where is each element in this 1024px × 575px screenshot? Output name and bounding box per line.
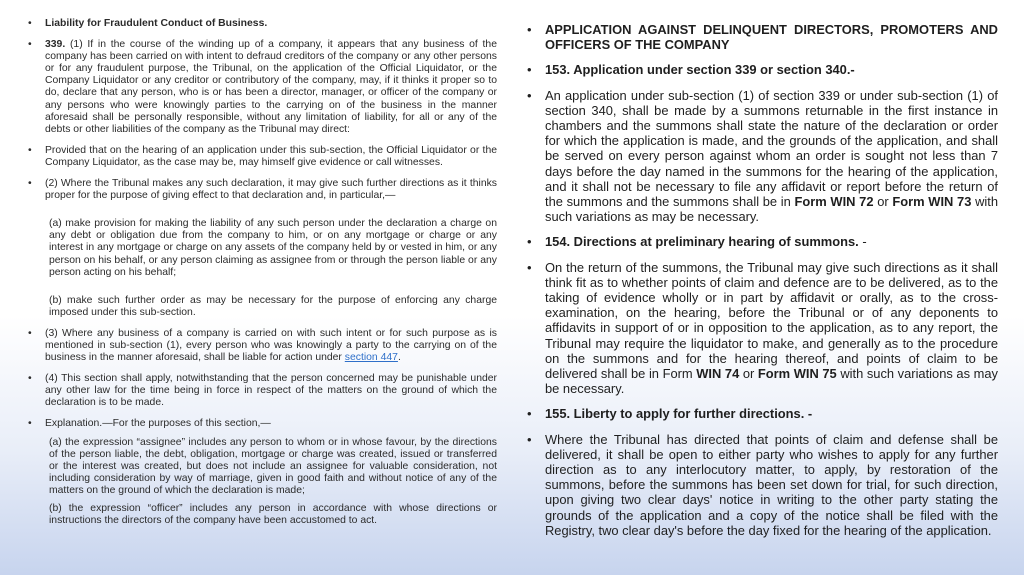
right-heading-item [527, 22, 998, 52]
proviso-item [28, 145, 497, 169]
subsection-4-text: (4) This section shall apply, notwithstanding that the person concerned may be punishable under any other law for the time being in force in respect of the matters on the ground of which the declaration is to be made. [45, 373, 497, 409]
rule-154-title: 154. Directions at preliminary hearing of summons. [545, 234, 859, 250]
explanation-a: (a) the expression “assignee” includes any person to whom or in whose favour, by the directions of the person liable, the debt, obligation, mortgage or charge was created, issued or transferred or the interest was created, but does not include an assignee for valuable consideration, not including consideration by way of marriage, given in good faith and without notice of any of the matters on the ground of which the declaration is made; [49, 436, 497, 496]
form-win-72: Form WIN 72 [794, 194, 874, 210]
rule-154-body [527, 260, 998, 397]
subsection-4-item [28, 373, 497, 409]
rule-155-text: Where the Tribunal has directed that points of claim and defense shall be delivered, it shall be open to either party who wishes to apply for any further direction as to any interlocutory matter, to apply, by restoration of the summons, before the summons has been set down for trial, for such direction, upon giving two clear days' notice in writing to the other party stating the grounds of the application and a copy of the notice shall be filed with the Registry, two clear day's before the day fixed for the hearing of the application. [545, 431, 998, 538]
rule-153-item [527, 62, 998, 77]
section-339-text: (1) If in the course of the winding up of a company, it appears that any business of the company has been carried on with intent to defraud creditors of the company or any other persons or for any fraudulent purpose, the Tribunal, on the application of the Official Liquidator, or the Company Liquidator or any creditor or contributory of the company, may, if it thinks it proper so to do, declare that any person, who is or has been a director, manager, or officer of the company or any persons who were knowingly parties to the carrying on of the business in the manner aforesaid shall be personally responsible, without any limitation of liability, for all or any of the debts or other liabilities of the company as the Tribunal may direct: [45, 39, 497, 135]
rule-155-title: 155. Liberty to apply for further directions. - [545, 406, 813, 422]
right-heading: APPLICATION AGAINST DELINQUENT DIRECTORS, PROMOTERS AND OFFICERS OF THE COMPANY [545, 22, 998, 53]
subsection-2-item [28, 178, 497, 202]
left-heading: Liability for Fraudulent Conduct of Business. [45, 18, 268, 29]
clause-a: (a) make provision for making the liability of any such person under the declaration a charge on any debt or obligation due from the company to him, or on any mortgage or charge or any interest in any mortgage or charge on any assets of the company held by or vested in him, or any person on his behalf, or any person claiming as assignee from or through the person liable or any person acting on his behalf; [49, 218, 497, 278]
subsection-3-end: . [397, 352, 401, 364]
rule-155-item [527, 406, 998, 421]
section-339-number: 339. [45, 39, 66, 51]
rule-154-dash: - [858, 234, 867, 250]
rule-153-text: An application under sub-section (1) of section 339 or under sub-section (1) of section 340, shall be made by a summons returnable in the first instance in chambers and the summons shall state the nature of the declaration or order for which the application is made, and the grounds of the application, and shall be served on every person against whom an order is sought not less than 7 days before the day named in the summons for the hearing of the application, and it shall not be necessary to file any affidavit or report before the return of the summons and the summons shall be in [545, 87, 998, 210]
section-339-item [28, 39, 497, 136]
proviso-text: Provided that on the hearing of an application under this sub-section, the Official Liquidator or the Company Liquidator, as the case may be, may himself give evidence or call witnesses. [45, 144, 497, 168]
rule-154-text-end: with such variations as may be necessary. [545, 366, 998, 397]
form-win-74: WIN 74 [696, 366, 740, 382]
subsection-2-text: (2) Where the Tribunal makes any such declaration, it may give such further directions as it thinks proper for the purpose of giving effect to that declaration and, in particular,— [45, 178, 497, 202]
rule-154-text: On the return of the summons, the Tribunal may give such directions as it shall think fit as to whether points of claim and defence are to be delivered, as to the taking of evidence wholly or in part by affidavit or orally, as to the cross-examination, on the hearing, before the Tribunal or of any deponents to affidavits in support of or in opposition to the application, as to any report, the Tribunal may require the liquidator to make, and generally as to the procedure on the summons and for the hearing thereof, and points of claim to be delivered shall be in Form [545, 259, 998, 382]
right-column [527, 22, 998, 538]
subsection-3-item [28, 328, 497, 364]
rule-154-item [527, 234, 998, 249]
rule-153-or: or [873, 194, 893, 210]
left-column [28, 18, 497, 527]
subsection-3-text: (3) Where any business of a company is carried on with such intent or for such purpose as is mentioned in sub-section (1), every person who was knowingly a party to the carrying on of the business in the manner aforesaid, shall be liable for action under [45, 327, 497, 364]
clause-b: (b) make such further order as may be necessary for the purpose of enforcing any charge imposed under this sub-section. [49, 294, 497, 318]
rule-153-body [527, 88, 998, 225]
explanation-b: (b) the expression “officer” includes any person in accordance with whose directions or instructions the directors of the company have been accustomed to act. [49, 503, 497, 527]
rule-153-title: 153. Application under section 339 or section 340.- [545, 62, 855, 78]
form-win-73: Form WIN 73 [892, 194, 972, 210]
rule-154-or: or [739, 366, 758, 382]
explanation-text: Explanation.—For the purposes of this section,— [45, 418, 271, 430]
left-heading-item [28, 18, 497, 30]
section-447-link[interactable]: section 447 [344, 352, 398, 364]
explanation-item [28, 418, 497, 430]
rule-153-text-end: with such variations as may be necessary. [545, 194, 998, 225]
form-win-75: Form WIN 75 [757, 366, 837, 382]
rule-155-body [527, 432, 998, 538]
